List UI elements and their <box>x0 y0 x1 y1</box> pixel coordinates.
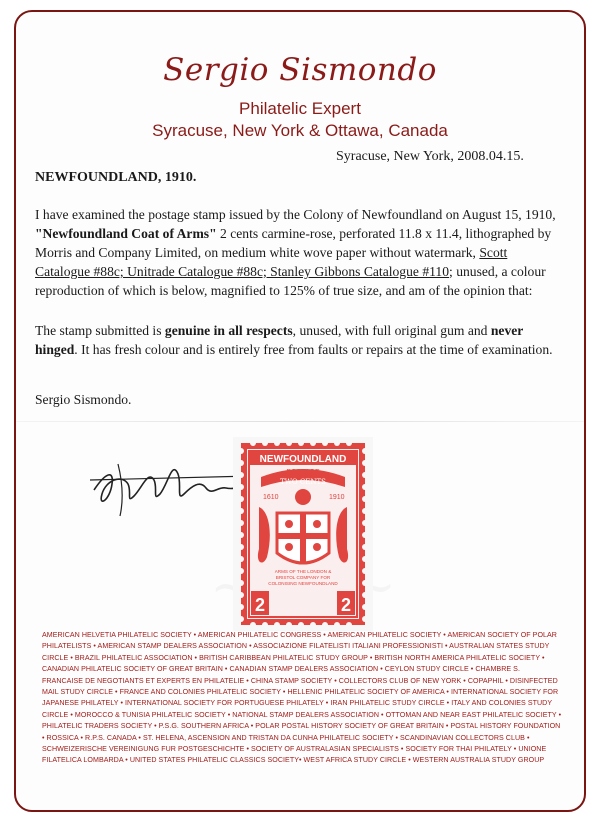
stamp-bottom-line-1: ARMS OF THE LONDON & <box>274 569 332 574</box>
stamp-value-text: TWO CENTS <box>280 478 326 486</box>
genuine-phrase: genuine in all respects <box>164 323 293 338</box>
examination-paragraph <box>35 205 561 300</box>
signer-name: Sergio Sismondo. <box>35 392 132 407</box>
letterhead <box>0 52 600 141</box>
stamp-denomination-left: 2 <box>254 595 266 615</box>
p1-text-a: I have examined the postage stamp issued by the Colony of Newfoundland on August 15, 1910, <box>35 207 556 222</box>
affiliations-list: AMERICAN HELVETIA PHILATELIC SOCIETY • AMERICAN PHILATELIC CONGRESS • AMERICAN PHILATELIC SOCIETY • AMERICAN SOCIETY OF POLAR PHILATELISTS • AMERICAN STAMP DEALERS ASSOCIATION • ASSOCIAZIONE FILATELISTI ITALIANI PROFESSIONISTI • AUSTRALIAN STATES STUDY CIRCLE • BRAZIL PHILATELIC ASSOCIATION • BRITISH CARIBBEAN PHILATELIC STUDY GROUP • BRITISH NORTH AMERICA PHILATELIC SOCIETY • CANADIAN PHILATELIC SOCIETY OF GREAT BRITAIN • CANADIAN STAMP DEALERS ASSOCIATION • CEYLON STUDY CIRCLE • CHAMBRE S. FRANCAISE DE NEGOTIANTS ET EXPERTS EN PHILATELIE • CHINA STAMP SOCIETY • COLLECTORS CLUB OF NEW YORK • COPAPHIL • DISINFECTED MAIL STUDY CIRCLE • FRANCE AND COLONIES PHILATELIC SOCIETY • HELLENIC PHILATELIC SOCIETY OF AMERICA • INTERNATIONAL SOCIETY FOR JAPANESE PHILATELY • INTERNATIONAL SOCIETY FOR PORTUGUESE PHILATELY • IRAN PHILATELIC STUDY CIRCLE • ITALY AND COLONIES STUDY CIRCLE • MOROCCO & TUNISIA PHILATELIC SOCIETY • NATIONAL STAMP DEALERS ASSOCIATION • OTTOMAN AND NEAR EAST PHILATELIC SOCIETY • PHILATELIC TRADERS SOCIETY • P.S.G. SOUTHERN AFRICA • POLAR POSTAL HISTORY SOCIETY OF GREAT BRITAIN • POSTAL HISTORY FOUNDATION • ROSSICA • R.P.S. CANADA • ST. HELENA, ASCENSION AND TRISTAN DA CUNHA PHILATELIC SOCIETY • SCANDINAVIAN COLLECTORS CLUB • SCHWEIZERISCHE VEREINIGUNG FUR POSTGESCHICHTE • SOCIETY OF AUSTRALASIAN SPECIALISTS • SOCIETY FOR THAI PHILATELY • UNIONE FILATELICA LOMBARDA • UNITED STATES PHILATELIC CLASSICS SOCIETY• WEST AFRICA STUDY CIRCLE • WESTERN AUSTRALIA STUDY GROUP <box>42 631 562 765</box>
place-date: Syracuse, New York, 2008.04.15. <box>336 149 524 164</box>
expert-name: Sergio Sismondo <box>163 52 437 88</box>
never-hinged-phrase: never hinged <box>35 323 524 357</box>
p2-text-b: , unused, with full original gum and <box>292 323 491 338</box>
stamp-top-text: NEWFOUNDLAND <box>259 454 347 465</box>
p2-text-a: The stamp submitted is <box>35 323 165 338</box>
stamp-name: "Newfoundland Coat of Arms" <box>35 226 217 241</box>
expert-location: Syracuse, New York & Ottawa, Canada <box>152 121 448 140</box>
stamp-image <box>233 437 373 631</box>
opinion-paragraph <box>35 321 561 359</box>
expert-title: Philatelic Expert <box>239 99 361 118</box>
p1-text-b: 2 cents carmine-rose, perforated 11.8 x 11.4, lithographed by Morris and Company Limited, on medium white wove paper without watermark, <box>35 226 552 260</box>
catalogue-references: Scott Catalogue #88c; Unitrade Catalogue #88c; Stanley Gibbons Catalogue #110 <box>35 245 508 279</box>
stamp-year-left: 1610 <box>263 494 279 501</box>
paper-fold-line <box>16 421 584 422</box>
stamp-denomination-right: 2 <box>340 595 352 615</box>
p2-text-c: . It has fresh colour and is entirely free from faults or repairs at the time of examination. <box>74 342 553 357</box>
certificate-heading: NEWFOUNDLAND, 1910. <box>35 170 197 185</box>
stamp-year-right: 1910 <box>329 494 345 501</box>
stamp-bottom-line-3: COLONISING NEWFOUNDLAND <box>268 581 338 586</box>
p1-text-c: ; unused, a colour reproduction of which is below, magnified to 125% of true size, and am of the opinion that: <box>35 264 546 298</box>
stamp-bottom-line-2: BRISTOL COMPANY FOR <box>275 575 331 580</box>
